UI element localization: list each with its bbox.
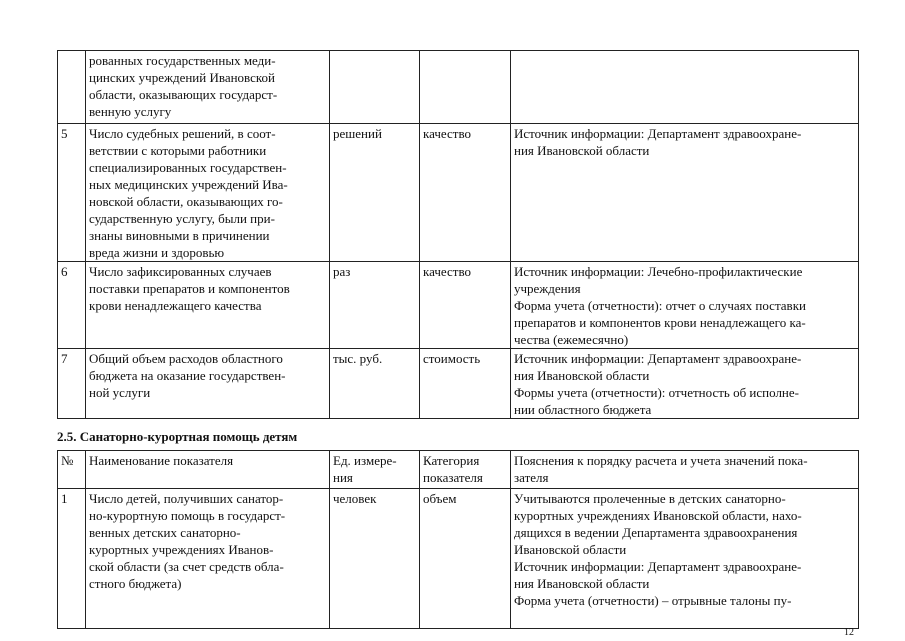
calculation-notes: Источник информации: Департамент здравоохране- ния Ивановской области Формы учета (отчетности): отчетность об исполне- нии областного бюджета (511, 349, 859, 419)
row-number: 1 (58, 489, 86, 629)
header-notes: Пояснения к порядку расчета и учета значений пока- зателя (511, 451, 859, 489)
row-number: 6 (58, 262, 86, 349)
sanatorium-indicators-table (57, 450, 859, 629)
page-number: 12 (844, 627, 854, 638)
indicator-category: стоимость (420, 349, 511, 419)
calculation-notes: Источник информации: Департамент здравоохране- ния Ивановской области (511, 124, 859, 262)
unit-of-measure: человек (330, 489, 420, 629)
calculation-notes: Учитываются пролеченные в детских санаторно- курортных учреждениях Ивановской области, нахо- дящихся в ведении Департамента здравоохранения Ивановской области Источник информации: Департамент здравоохране- ния Ивановской области Форма учета (отчетности) – отрывные талоны пу- (511, 489, 859, 629)
indicator-category (420, 51, 511, 124)
table-row (58, 124, 859, 262)
indicators-table-continued (57, 50, 859, 419)
indicator-category: качество (420, 124, 511, 262)
indicator-name: Число зафиксированных случаев поставки препаратов и компонентов крови ненадлежащего качества (86, 262, 330, 349)
unit-of-measure: решений (330, 124, 420, 262)
indicator-name: рованных государственных меди- цинских учреждений Ивановской области, оказывающих государст- венную услугу (86, 51, 330, 124)
table-row (58, 262, 859, 349)
table-row (58, 489, 859, 629)
indicator-name: Число детей, получивших санатор- но-курортную помощь в государст- венных детских санаторно- курортных учреждениях Иванов- ской области (за счет средств обла- стного бюджета) (86, 489, 330, 629)
section-title: 2.5. Санаторно-курортная помощь детям (57, 429, 298, 444)
table-row (58, 349, 859, 419)
unit-of-measure (330, 51, 420, 124)
calculation-notes: Источник информации: Лечебно-профилактические учреждения Форма учета (отчетности): отчет о случаях поставки препаратов и компонентов крови ненадлежащего ка- чества (ежемесячно) (511, 262, 859, 349)
header-category: Категория показателя (420, 451, 511, 489)
indicator-category: объем (420, 489, 511, 629)
calculation-notes (511, 51, 859, 124)
indicator-category: качество (420, 262, 511, 349)
table-row (58, 51, 859, 124)
header-name: Наименование показателя (86, 451, 330, 489)
row-number: 7 (58, 349, 86, 419)
unit-of-measure: раз (330, 262, 420, 349)
table-header-row (58, 451, 859, 489)
row-number: 5 (58, 124, 86, 262)
header-unit: Ед. измере- ния (330, 451, 420, 489)
indicator-name: Число судебных решений, в соот- ветствии с которыми работники специализированных государствен- ных медицинских учреждений Ива- новской области, оказывающих го- сударственную услугу, были при- знаны виновными в причинении вреда жизни и здоровью (86, 124, 330, 262)
row-number (58, 51, 86, 124)
unit-of-measure: тыс. руб. (330, 349, 420, 419)
indicator-name: Общий объем расходов областного бюджета на оказание государствен- ной услуги (86, 349, 330, 419)
header-number: № (58, 451, 86, 489)
